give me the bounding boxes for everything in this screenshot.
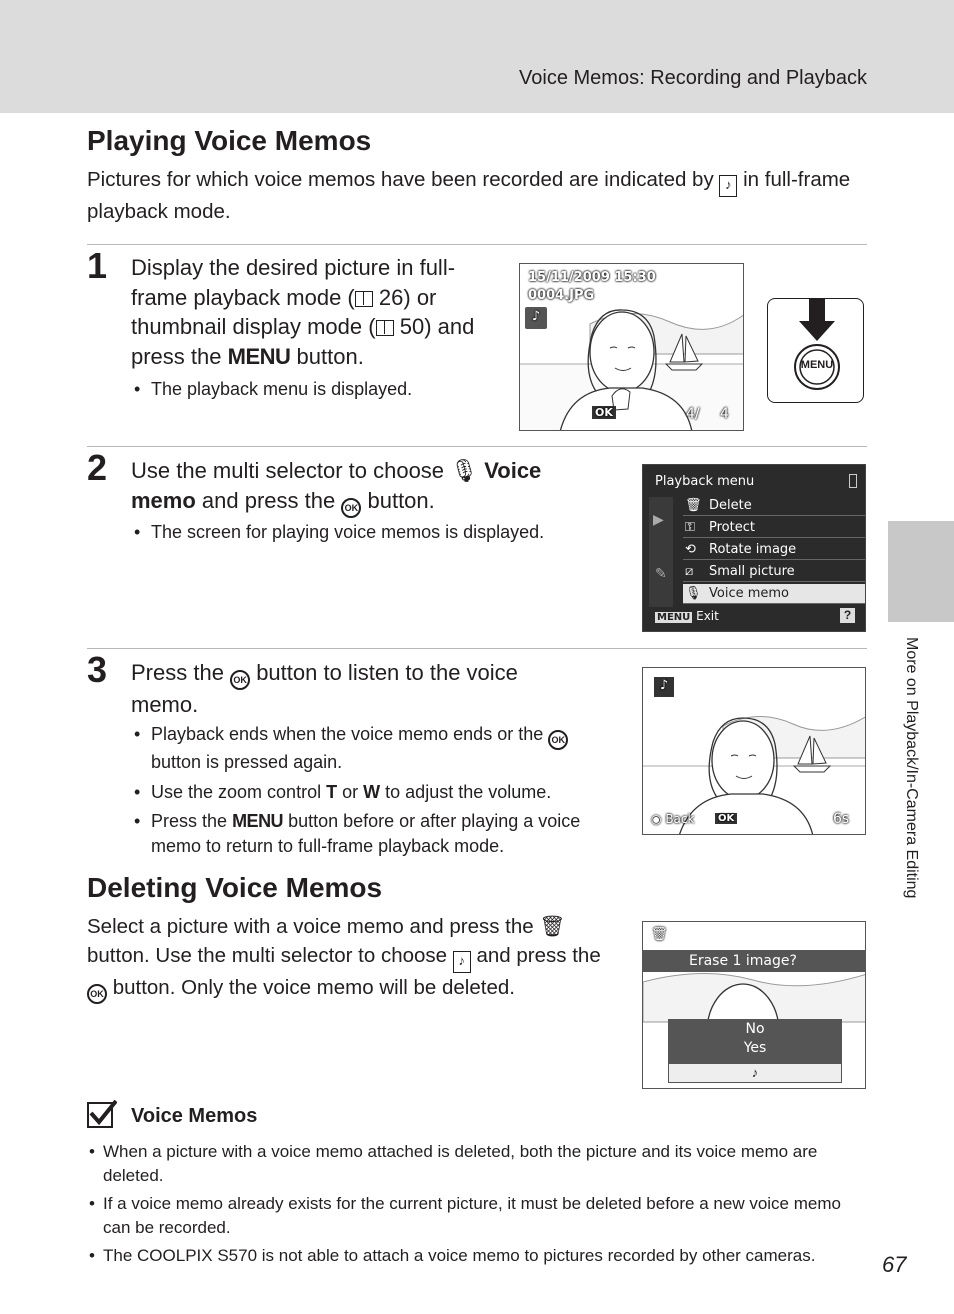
intro-text-a: Pictures for which voice memos have been recorded are indicated by [87, 168, 714, 191]
screen-datetime: 15/11/2009 15:30 [528, 270, 656, 285]
menu-footer [655, 609, 719, 623]
side-tab-label: More on Playback/In-Camera Editing [903, 637, 920, 899]
ok-icon: OK [548, 730, 568, 750]
book-icon [355, 291, 373, 307]
voice-memo-icon: ♪ [524, 306, 548, 330]
rotate-icon: ⟲ [685, 542, 696, 557]
running-header: Voice Memos: Recording and Playback [519, 67, 867, 89]
step1-text-c: ) and press the [131, 314, 475, 369]
bullet-text: button is pressed again. [151, 752, 343, 772]
menu-item-label: Rotate image [709, 542, 797, 557]
section2-text-a: Select a picture with a voice memo and press the [87, 915, 534, 938]
down-arrow-icon [768, 299, 865, 404]
camera-screen-delete [642, 921, 866, 1089]
menu-item-rotate[interactable] [683, 540, 865, 560]
option-yes[interactable]: Yes [743, 1040, 767, 1056]
screen-filename: 0004.JPG [528, 288, 595, 303]
ok-icon: OK [592, 406, 616, 419]
side-tab [888, 521, 954, 622]
camera-screen-voice-playback [642, 667, 866, 835]
step3-bullets [131, 722, 601, 863]
list-item [131, 809, 601, 858]
menu-item-protect[interactable] [683, 518, 865, 538]
step1-text-a: Display the desired picture in full-frame playback mode ( [131, 255, 456, 310]
step1-ref-1: 26 [378, 284, 404, 310]
step1-text-d: button. [296, 343, 364, 369]
zoom-wide-glyph: W [363, 781, 381, 802]
trash-icon: 🗑 [651, 927, 668, 942]
section2-text-c: and press the [476, 944, 601, 967]
list-item: • When a picture with a voice memo attached is deleted, both the picture and its voice memo are deleted. [87, 1140, 867, 1188]
step1-bullets [131, 377, 491, 407]
list-item: • The playback menu is displayed. [131, 377, 491, 402]
menu-item-label: Protect [709, 520, 755, 535]
section2-text [87, 912, 607, 1004]
voice-memo-icon: ♪ [453, 951, 471, 973]
section-title-playing: Playing Voice Memos [87, 125, 372, 156]
note-title: Voice Memos [131, 1105, 258, 1127]
step-number-1: 1 [87, 245, 108, 286]
menu-button-label: MENU [800, 359, 834, 371]
ok-icon: OK [230, 670, 250, 690]
zoom-tele-glyph: T [326, 781, 338, 802]
camera-screen-playback [519, 263, 744, 431]
multi-selector-icon: ◉ [651, 812, 662, 826]
divider [87, 244, 867, 245]
header-band [0, 0, 954, 113]
list-item [131, 780, 601, 805]
bullet-text: to adjust the volume. [385, 781, 552, 802]
list-item: • The screen for playing voice memos is displayed. [131, 520, 591, 545]
step-number-3: 3 [87, 649, 108, 690]
menu-item-voice-memo[interactable] [683, 584, 865, 604]
setup-tab-icon: ✎ [655, 565, 667, 581]
step2-text-c: button. [367, 487, 435, 513]
ok-icon: OK [87, 984, 107, 1004]
bullet-text: Use the zoom control [151, 781, 322, 802]
list-item: • The COOLPIX S570 is not able to attach a voice memo to pictures recorded by other cameras. [87, 1244, 867, 1268]
step-number-2: 2 [87, 447, 108, 488]
memo-duration: 6s [833, 811, 850, 827]
list-item: • If a voice memo already exists for the current picture, it must be deleted before a new voice memo can be recorded. [87, 1192, 867, 1240]
erase-prompt: Erase 1 image? [643, 950, 866, 972]
section-title-deleting: Deleting Voice Memos [87, 872, 383, 903]
small-picture-icon: ⧄ [685, 564, 694, 579]
step2-text-b: and press the [201, 487, 336, 513]
back-control[interactable] [651, 812, 694, 826]
frame-counter-current: 4/ [686, 406, 700, 422]
bullet-text: or [342, 781, 359, 802]
bullet-text: button before or after playing a voice memo to return to full-frame playback mode. [151, 811, 581, 856]
bullet-text: Playback ends when the voice memo ends or the [151, 724, 544, 744]
menu-item-small-picture[interactable] [683, 562, 865, 582]
menu-item-delete[interactable] [683, 496, 865, 516]
option-voice-memo[interactable] [668, 1063, 842, 1083]
step3-instruction [131, 658, 591, 720]
voice-memo-icon: ♪ [653, 676, 675, 698]
voice-memo-icon: ♪ [719, 175, 737, 197]
step2-bullets [131, 520, 591, 550]
section2-text-d: button. Only the voice memo will be deleted. [112, 976, 515, 999]
menu-side-tabs [649, 497, 673, 607]
section-intro [87, 165, 857, 226]
step3-text-b: button to listen to the voice memo. [131, 660, 518, 717]
list-item [131, 722, 601, 775]
ok-icon: OK [715, 813, 737, 824]
back-label: Back [665, 812, 695, 826]
ok-icon: OK [341, 498, 361, 518]
bullet-text: Press the [151, 811, 228, 831]
menu-title: Playback menu [655, 474, 755, 489]
step2-voice-memo-bold: Voice memo [131, 458, 542, 513]
menu-button-illustration [767, 298, 864, 403]
step1-instruction [131, 253, 496, 371]
playback-tab-icon: ▶ [653, 511, 664, 527]
menu-item-label: Voice memo [709, 586, 790, 601]
note-bullets [87, 1140, 867, 1272]
trash-icon: 🗑 [539, 915, 566, 938]
section2-text-b: button. Use the multi selector to choose [87, 944, 448, 967]
divider [87, 648, 867, 649]
intro-text-b: in full-frame playback mode. [87, 168, 851, 223]
option-no[interactable]: No [745, 1021, 765, 1037]
frame-counter-total: 4 [720, 406, 729, 422]
microphone-icon: 🎙 [450, 458, 479, 483]
step3-text-a: Press the [131, 660, 224, 685]
menu-key-icon: MENU [657, 612, 691, 623]
key-icon: ⚿ [685, 520, 695, 535]
menu-footer-exit: Exit [696, 609, 719, 623]
scrollbar-icon [849, 474, 857, 488]
photo-scene [643, 668, 866, 835]
menu-button-glyph: MENU [232, 811, 284, 831]
menu-item-label: Small picture [709, 564, 795, 579]
step2-instruction [131, 456, 591, 518]
menu-button-glyph: MENU [227, 343, 291, 369]
divider [87, 446, 867, 447]
menu-item-label: Delete [709, 498, 752, 513]
page-number: 67 [882, 1252, 907, 1277]
step1-text-b: ) or thumbnail display mode ( [131, 284, 437, 339]
step1-ref-2: 50 [399, 314, 425, 339]
playback-menu-screen [642, 464, 866, 632]
voice-memo-icon: ♪ [751, 1065, 759, 1080]
help-icon[interactable]: ? [840, 608, 855, 623]
trash-icon: 🗑 [685, 498, 702, 513]
step2-text-a: Use the multi selector to choose [131, 458, 445, 483]
book-icon [376, 320, 394, 336]
microphone-icon: 🎙 [685, 586, 702, 601]
checkmark-icon [87, 1100, 117, 1128]
